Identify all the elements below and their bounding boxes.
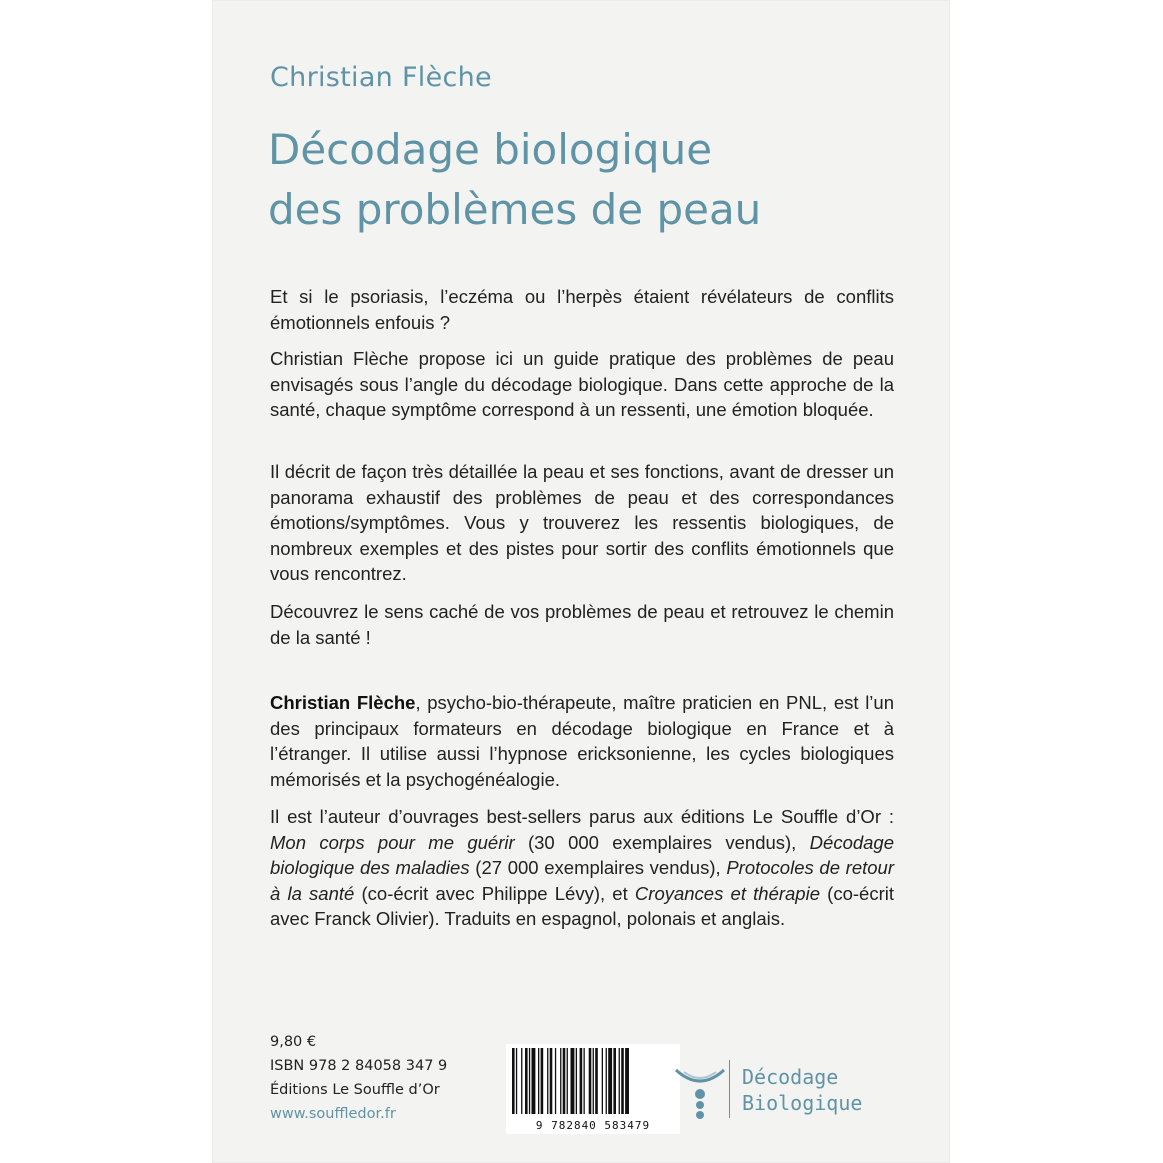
title-line-1: Décodage biologique: [268, 125, 713, 174]
author-works-paragraph: [270, 804, 894, 932]
price: 9,80 €: [270, 1034, 317, 1050]
description-paragraph-2: Christian Flèche propose ici un guide pratique des problèmes de peau envisagés sous l’angle du décodage biologique. Dans cette approche de la santé, chaque symptôme correspond à un ressenti, une émotion bloquée.: [270, 348, 894, 420]
series-line-1: Décodage: [742, 1065, 839, 1089]
isbn-barcode: [506, 1044, 680, 1134]
book-note-4: (co-écrit avec Franck Olivier). Traduits en espagnol, polonais et anglais.: [270, 882, 894, 929]
series-line-2: Biologique: [742, 1091, 863, 1115]
logo-divider: [729, 1060, 730, 1118]
bio-text: , psycho-bio-thérapeute, maître praticien en PNL, est l’un des principaux formateurs en décodage biologique en France et à l’étranger. Il utilise aussi l’hypnose ericksonienne, les cycles biologiques mémorisés et la psychogénéalogie.: [270, 692, 894, 790]
title-line-2: des problèmes de peau: [268, 185, 762, 234]
publisher-website-link[interactable]: www.souffledor.fr: [270, 1106, 396, 1122]
book-title: [268, 120, 928, 240]
book-title-4: Croyances et thérapie: [634, 882, 820, 904]
author-bio-paragraph: [270, 690, 894, 792]
description-paragraph-4: Découvrez le sens caché de vos problèmes de peau et retrouvez le chemin de la santé !: [270, 601, 894, 648]
book-title-1: Mon corps pour me guérir: [270, 831, 515, 853]
description-paragraph-1: Et si le psoriasis, l’eczéma ou l’herpès étaient révélateurs de conflits émotionnels enfouis ?: [270, 286, 894, 333]
book-note-3: (co-écrit avec Philippe Lévy), et: [354, 882, 635, 904]
publisher: Éditions Le Souffle d’Or: [270, 1082, 440, 1098]
works-intro: Il est l’auteur d’ouvrages best-sellers parus aux éditions Le Souffle d’Or :: [270, 806, 894, 827]
description-paragraph-3: Il décrit de façon très détaillée la peau et ses fonctions, avant de dresser un panorama exhaustif des problèmes de peau et des correspondances émotions/symptômes. Vous y trouverez les ressentis biologiques, de nombreux exemples et des pistes pour sortir des conflits émotionnels que vous rencontrez.: [270, 461, 894, 584]
publication-info: [270, 1030, 447, 1126]
book-back-cover: [212, 0, 950, 1163]
series-name: [742, 1064, 862, 1116]
bio-author-name: Christian Flèche: [270, 692, 416, 713]
book-note-2: (27 000 exemplaires vendus),: [469, 857, 727, 878]
decodage-biologique-logo-icon: [670, 1058, 730, 1128]
barcode-bars: [510, 1048, 676, 1114]
book-title-2: Décodage biologique des maladies: [270, 831, 895, 878]
book-note-1: (30 000 exemplaires vendus),: [514, 831, 810, 853]
book-title-3: Protocoles de retour à la santé: [270, 857, 895, 904]
barcode-digits: 9 782840 583479: [535, 1119, 651, 1132]
isbn: ISBN 978 2 84058 347 9: [270, 1058, 448, 1074]
author-name: Christian Flèche: [270, 62, 492, 93]
